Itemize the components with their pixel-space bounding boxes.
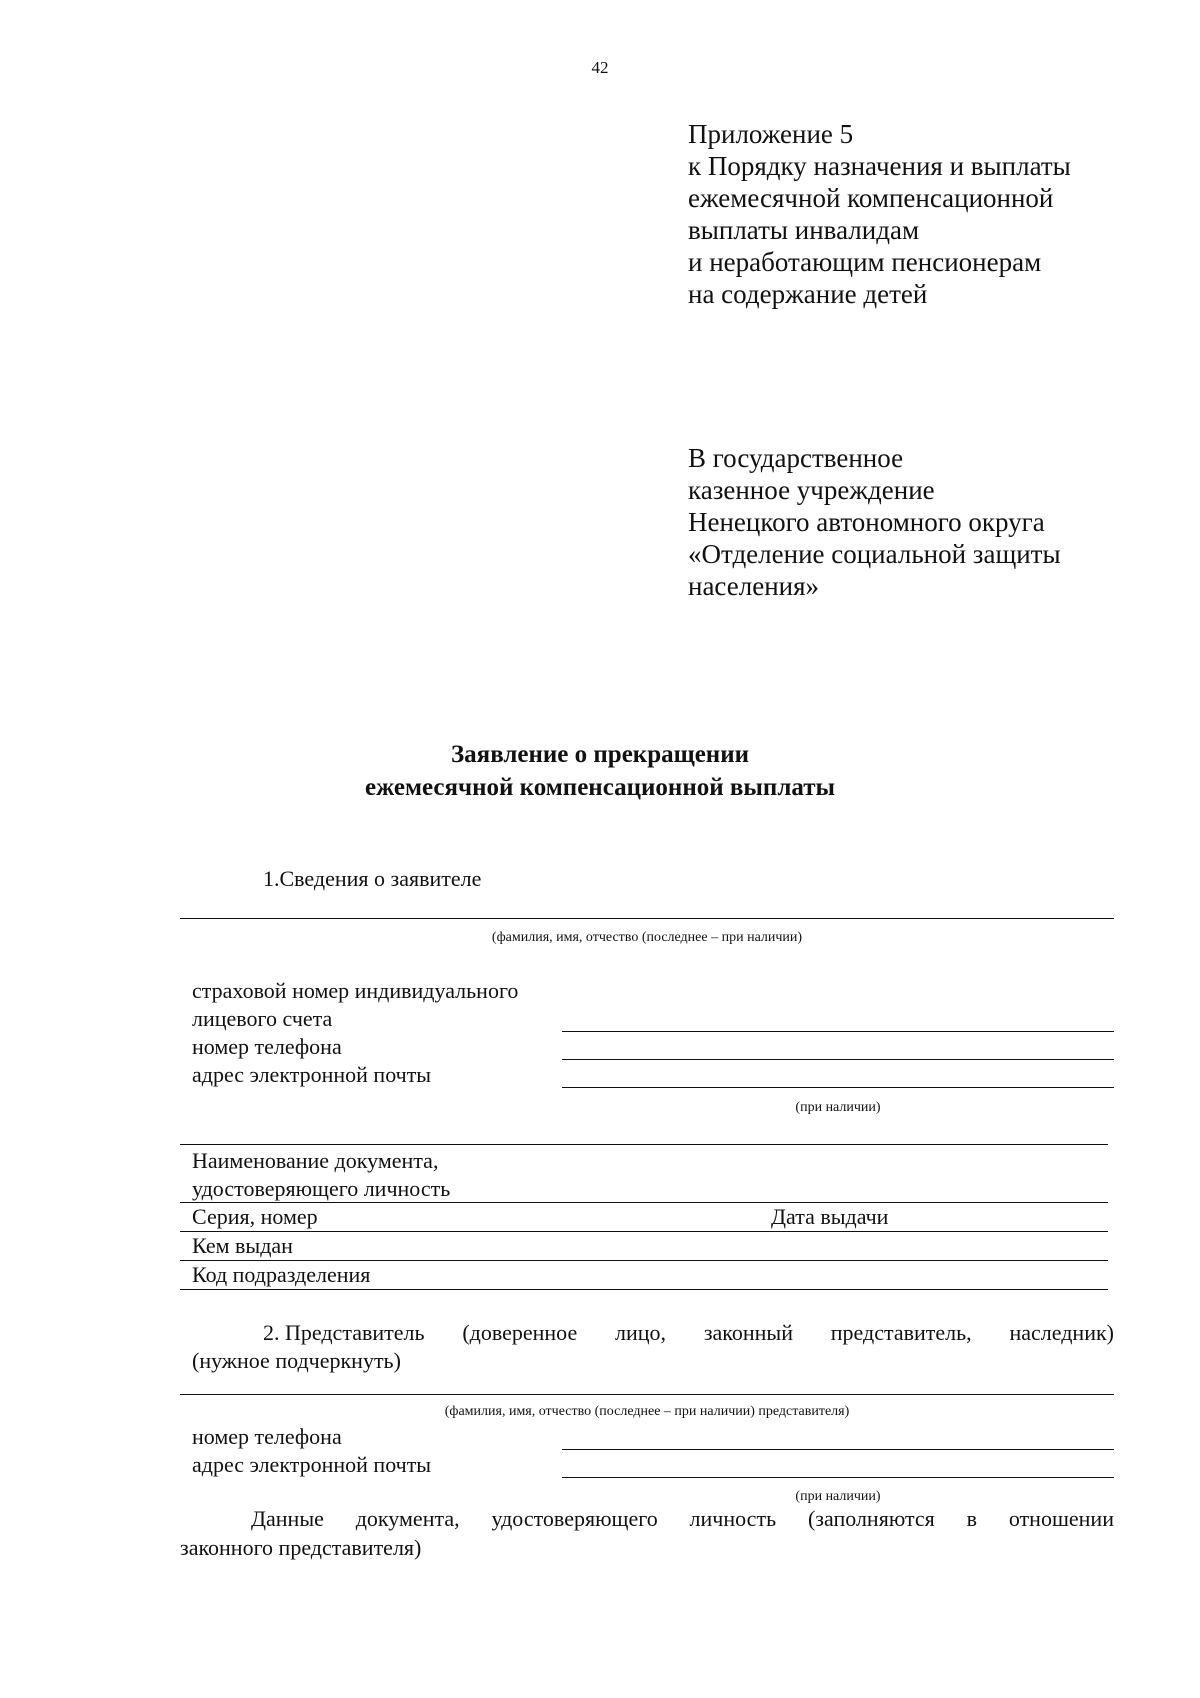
- addressee-line: казенное учреждение: [688, 475, 935, 505]
- addressee-line: В государственное: [688, 443, 904, 473]
- section2-word: лицо,: [615, 1320, 667, 1345]
- phone-label: номер телефона: [192, 1034, 342, 1059]
- rep-doc-word: отношении: [1008, 1506, 1114, 1531]
- series-number-label: Серия, номер: [192, 1204, 318, 1229]
- rep-email-label: адрес электронной почты: [192, 1452, 432, 1477]
- snils-field[interactable]: [562, 1031, 1114, 1032]
- addressee-line: населения»: [688, 571, 820, 601]
- rep-email-caption: (при наличии): [795, 1489, 881, 1504]
- dept-code-label: Код подразделения: [192, 1262, 371, 1287]
- representative-fio-line[interactable]: [180, 1394, 1114, 1395]
- rep-doc-word: в: [966, 1506, 977, 1531]
- issued-by-field[interactable]: [180, 1260, 1108, 1261]
- email-caption: (при наличии): [795, 1100, 881, 1115]
- section2-word: 2. Представитель: [263, 1320, 425, 1345]
- rep-doc-word: личность: [689, 1506, 777, 1531]
- rep-phone-field[interactable]: [562, 1449, 1114, 1450]
- section2-word: представитель,: [830, 1320, 972, 1345]
- annex-line: Приложение 5: [688, 119, 854, 149]
- snils-label-line1: страховой номер индивидуального: [192, 978, 519, 1003]
- rep-doc-line2: законного представителя): [180, 1535, 422, 1560]
- phone-field[interactable]: [562, 1059, 1114, 1060]
- section2-heading-line2: (нужное подчеркнуть): [192, 1348, 401, 1373]
- section2-word: (доверенное: [462, 1320, 578, 1345]
- annex-line: ежемесячной компенсационной: [688, 183, 1054, 213]
- annex-line: и неработающим пенсионерам: [688, 247, 1042, 277]
- rep-doc-line1: [251, 1506, 1114, 1532]
- doc-name-field[interactable]: [180, 1202, 1108, 1203]
- issued-by-label: Кем выдан: [192, 1233, 293, 1258]
- applicant-fio-caption: (фамилия, имя, отчество (последнее – при наличии): [491, 930, 803, 945]
- addressee-block: [688, 442, 1061, 602]
- doc-name-label-line2: удостоверяющего личность: [192, 1176, 451, 1201]
- applicant-fio-line[interactable]: [180, 918, 1114, 919]
- rep-phone-label: номер телефона: [192, 1424, 342, 1449]
- rep-doc-word: Данные: [251, 1506, 324, 1531]
- doc-name-label-line1: Наименование документа,: [192, 1148, 439, 1173]
- addressee-line: Ненецкого автономного округа: [688, 507, 1045, 537]
- annex-line: выплаты инвалидам: [688, 215, 920, 245]
- rep-email-field[interactable]: [562, 1477, 1114, 1478]
- rep-doc-word: (заполняются: [807, 1506, 935, 1531]
- rep-doc-word: документа,: [355, 1506, 460, 1531]
- annex-block: [688, 118, 1071, 310]
- email-label: адрес электронной почты: [192, 1062, 432, 1087]
- annex-line: к Порядку назначения и выплаты: [688, 151, 1071, 181]
- section2-word: законный: [703, 1320, 793, 1345]
- dept-code-field[interactable]: [180, 1289, 1108, 1290]
- annex-line: на содержание детей: [688, 279, 928, 309]
- series-number-field[interactable]: [180, 1231, 1108, 1232]
- rep-doc-word: удостоверяющего: [491, 1506, 658, 1531]
- email-field[interactable]: [562, 1087, 1114, 1088]
- issue-date-label: Дата выдачи: [771, 1204, 889, 1229]
- document-title: [0, 738, 1200, 804]
- addressee-line: «Отделение социальной защиты: [688, 539, 1061, 569]
- title-line-1: Заявление о прекращении: [450, 741, 750, 768]
- page-number: 42: [591, 58, 609, 77]
- doc-table-top-line: [180, 1144, 1108, 1145]
- section2-word: наследник): [1009, 1320, 1114, 1345]
- section1-heading: 1.Сведения о заявителе: [263, 866, 482, 891]
- snils-label-line2: лицевого счета: [192, 1006, 333, 1031]
- representative-fio-caption: (фамилия, имя, отчество (последнее – при наличии) представителя): [444, 1404, 850, 1419]
- title-line-2: ежемесячной компенсационной выплаты: [364, 774, 835, 801]
- section2-heading-line1: [263, 1320, 1114, 1346]
